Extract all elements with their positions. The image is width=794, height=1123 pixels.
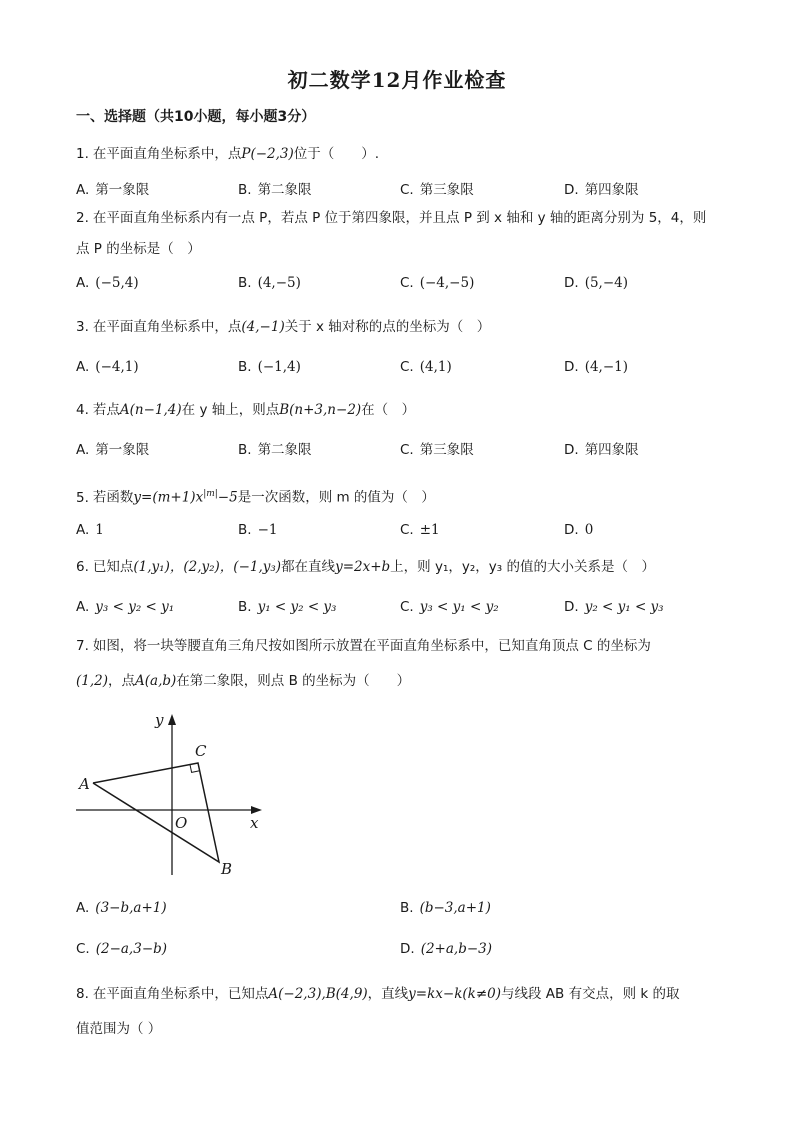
question-2-line2 — [76, 239, 201, 259]
math-expression: P(−2,3) — [241, 146, 294, 162]
question-number: 7. — [76, 638, 89, 654]
math-expression: y=kx−k(k≠0) — [408, 986, 502, 1002]
triangle — [93, 763, 219, 862]
math-expression: (1,y₁)，(2,y₂)，(−1,y₃) — [133, 559, 282, 575]
x-axis-arrow — [251, 806, 262, 814]
y-axis-label: y — [155, 711, 164, 729]
question-text: 若点 — [92, 402, 120, 418]
options-q6 — [76, 599, 716, 621]
math-expression: y=(m+1)x — [133, 489, 204, 506]
option-d[interactable]: D. (5,−4) — [564, 275, 629, 291]
option-b[interactable]: B. −1 — [238, 522, 278, 538]
question-text: 在平面直角坐标系内有一点 P，若点 P 位于第四象限，并且点 P 到 x 轴和 y 轴的距离分别为 5，4，则 — [92, 210, 707, 226]
option-b[interactable]: B. (b−3,a+1) — [400, 900, 491, 916]
math-exponent: |m| — [203, 489, 218, 499]
options-q7-row2 — [76, 941, 716, 963]
point-c-label: C — [195, 742, 207, 760]
question-2 — [76, 208, 706, 228]
options-q5 — [76, 522, 716, 544]
option-c[interactable]: C. (−4,−5) — [400, 275, 475, 291]
question-text: 位于（ ）. — [293, 146, 380, 162]
section-heading: 一、选择题（共10小题，每小题3分） — [76, 109, 316, 125]
question-text: 都在直线 — [281, 559, 336, 575]
question-number: 8. — [76, 986, 89, 1002]
options-q4 — [76, 438, 716, 460]
option-c[interactable]: C. y₃ < y₁ < y₂ — [400, 599, 499, 615]
question-text: 在平面直角坐标系中，点 — [92, 319, 242, 335]
math-expression: (1,2) — [76, 673, 109, 689]
question-number: 2. — [76, 210, 89, 226]
y-axis-arrow — [168, 714, 176, 725]
math-expression: A(a,b) — [135, 673, 177, 689]
question-8-line2 — [76, 1019, 161, 1039]
question-text: 值范围为（ ） — [76, 1021, 162, 1037]
question-number: 3. — [76, 319, 89, 335]
option-a[interactable]: A. 第一象限 — [76, 442, 150, 458]
question-text: 已知点 — [92, 559, 134, 575]
question-text: 在 y 轴上，则点 — [181, 402, 280, 418]
option-c[interactable]: C. (2−a,3−b) — [76, 941, 168, 957]
question-text: ，点 — [108, 673, 136, 689]
option-b[interactable]: B. 第二象限 — [238, 182, 312, 198]
option-c[interactable]: C. 第三象限 — [400, 182, 474, 198]
options-q2 — [76, 275, 716, 297]
option-b[interactable]: B. (−1,4) — [238, 359, 301, 375]
question-6 — [76, 557, 655, 577]
option-a[interactable]: A. (3−b,a+1) — [76, 900, 167, 916]
question-text: 在（ ） — [361, 402, 416, 418]
question-text: 若函数 — [92, 489, 134, 506]
options-q1 — [76, 178, 716, 200]
option-a[interactable]: A. 第一象限 — [76, 182, 150, 198]
math-expression: y=2x+b — [335, 559, 391, 575]
option-d[interactable]: D. y₂ < y₁ < y₃ — [564, 599, 664, 615]
question-1 — [76, 144, 379, 164]
point-b-label: B — [221, 860, 233, 878]
option-d[interactable]: D. 第四象限 — [564, 182, 639, 198]
math-expression: (4,−1) — [241, 319, 285, 335]
options-q3 — [76, 359, 716, 381]
question-text: ，直线 — [367, 986, 409, 1002]
option-b[interactable]: B. (4,−5) — [238, 275, 301, 291]
question-number: 1. — [76, 146, 89, 162]
option-a[interactable]: A. (−4,1) — [76, 359, 139, 375]
question-text: 在平面直角坐标系中，已知点 — [92, 986, 269, 1002]
option-d[interactable]: D. 0 — [564, 522, 594, 538]
question-text: 上，则 y₁，y₂，y₃ 的值的大小关系是（ ） — [390, 559, 655, 575]
question-number: 5. — [76, 489, 89, 506]
question-text: 在第二象限，则点 B 的坐标为（ ） — [176, 673, 411, 689]
question-text: 点 P 的坐标是（ ） — [76, 241, 201, 257]
option-d[interactable]: D. 第四象限 — [564, 442, 639, 458]
option-a[interactable]: A. (−5,4) — [76, 275, 139, 291]
triangle-figure — [76, 710, 276, 880]
question-number: 4. — [76, 402, 89, 418]
option-c[interactable]: C. (4,1) — [400, 359, 452, 375]
question-text: 在平面直角坐标系中，点 — [92, 146, 242, 162]
question-text: 关于 x 轴对称的点的坐标为（ ） — [284, 319, 491, 335]
page-title: 初二数学12月作业检查 — [287, 68, 507, 92]
option-c[interactable]: C. ±1 — [400, 522, 440, 538]
point-a-label: A — [79, 775, 90, 793]
question-4 — [76, 400, 415, 420]
options-q7-row1 — [76, 900, 716, 922]
question-5 — [76, 484, 435, 508]
option-b[interactable]: B. y₁ < y₂ < y₃ — [238, 599, 337, 615]
question-text: 是一次函数，则 m 的值为（ ） — [237, 489, 435, 506]
option-c[interactable]: C. 第三象限 — [400, 442, 474, 458]
option-d[interactable]: D. (4,−1) — [564, 359, 629, 375]
question-text: 与线段 AB 有交点，则 k 的取 — [501, 986, 680, 1002]
math-expression: B(n+3,n−2) — [279, 402, 362, 418]
option-b[interactable]: B. 第二象限 — [238, 442, 312, 458]
math-expression: A(n−1,4) — [119, 402, 182, 418]
question-text: 如图，将一块等腰直角三角尺按如图所示放置在平面直角坐标系中，已知直角顶点 C 的坐标为 — [92, 638, 651, 654]
option-a[interactable]: A. 1 — [76, 522, 104, 538]
question-3 — [76, 317, 490, 337]
question-number: 6. — [76, 559, 89, 575]
question-8 — [76, 984, 680, 1004]
question-7 — [76, 636, 651, 656]
option-d[interactable]: D. (2+a,b−3) — [400, 941, 493, 957]
option-a[interactable]: A. y₃ < y₂ < y₁ — [76, 599, 175, 615]
math-expression: A(−2,3),B(4,9) — [268, 986, 368, 1002]
x-axis-label: x — [250, 814, 259, 832]
math-expression: −5 — [217, 489, 238, 506]
origin-label: O — [175, 814, 188, 832]
question-7-line2 — [76, 671, 410, 691]
